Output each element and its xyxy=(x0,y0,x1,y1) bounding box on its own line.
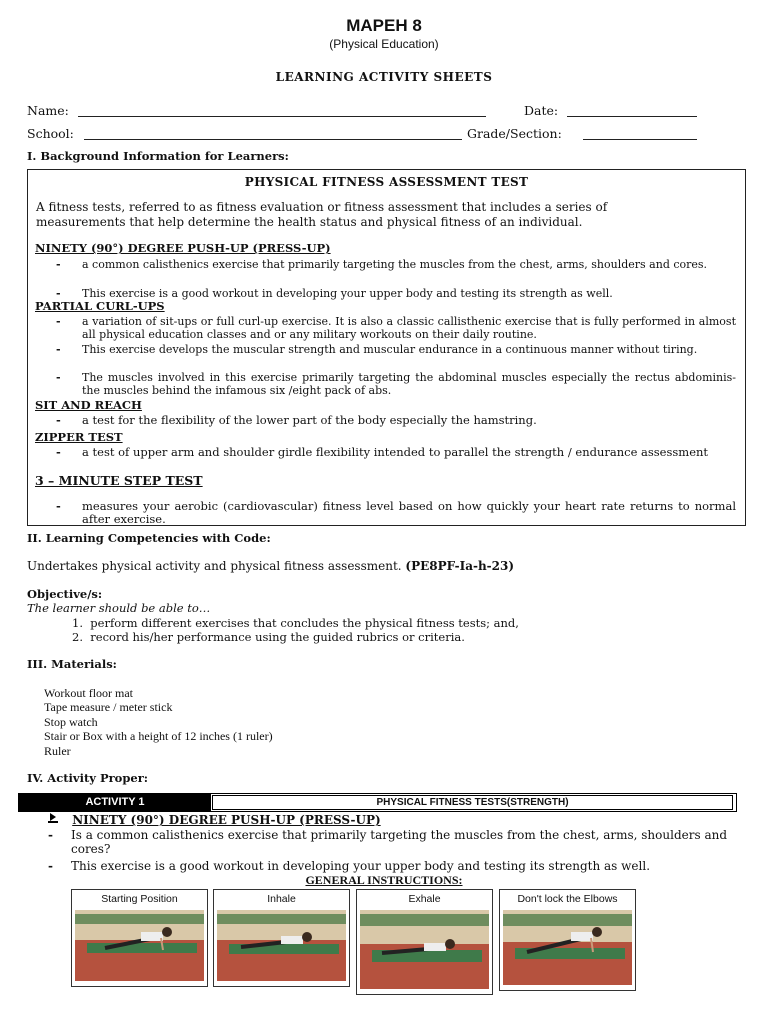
objective-intro: The learner should be able to… xyxy=(27,601,211,615)
competency-text xyxy=(27,559,514,573)
exercise-bullet-1: - Is a common calisthenics exercise that primarily targeting the muscles from the chest, arms, shoulders and cores? xyxy=(48,828,728,856)
document-title: MAPEH 8 xyxy=(346,16,422,35)
objective-2: 2. record his/her performance using the guided rubrics or criteria. xyxy=(72,630,465,644)
objective-1: 1. perform different exercises that concludes the physical fitness tests; and, xyxy=(72,616,519,630)
pushup-bullet-2: - This exercise is a good workout in developing your upper body and testing its strength as well. xyxy=(56,287,613,300)
dash-icon: - xyxy=(48,859,53,873)
pushup-photo xyxy=(360,910,489,989)
school-label: School: xyxy=(27,126,74,141)
curl-bullet-2: - This exercise develops the muscular strength and muscular endurance in a continuous manner without tiring. xyxy=(56,343,698,356)
dash-icon: - xyxy=(56,371,61,384)
dash-icon: - xyxy=(56,445,61,459)
section-1-heading: I. Background Information for Learners: xyxy=(27,149,289,163)
grade-section-field[interactable] xyxy=(583,139,697,140)
zipper-subheading: ZIPPER TEST xyxy=(35,430,123,444)
materials-list xyxy=(44,686,273,758)
date-field[interactable] xyxy=(567,116,697,117)
photo-exhale xyxy=(356,889,493,995)
dash-icon: - xyxy=(56,499,61,513)
exercise-bullet-2: - This exercise is a good workout in developing your upper body and testing its strength as well. xyxy=(48,859,651,873)
curl-subheading: PARTIAL CURL-UPS xyxy=(35,299,165,313)
photo-caption: Don't lock the Elbows xyxy=(517,893,618,905)
photo-starting-position xyxy=(71,889,208,987)
box-title: PHYSICAL FITNESS ASSESSMENT TEST xyxy=(244,175,529,189)
dash-icon: - xyxy=(56,413,61,427)
intro-paragraph xyxy=(36,200,736,230)
photo-inhale xyxy=(213,889,350,987)
intro-line-1: A fitness tests, referred to as fitness evaluation or fitness assessment that includes a series of xyxy=(36,200,608,214)
sit-reach-subheading: SIT AND REACH xyxy=(35,398,142,412)
activity-bar xyxy=(18,793,737,812)
pushup-subheading: NINETY (90°) DEGREE PUSH-UP (PRESS-UP) xyxy=(35,241,331,255)
dash-icon: - xyxy=(56,287,61,300)
grade-section-label: Grade/Section: xyxy=(467,126,562,141)
curl-bullet-3: - The muscles involved in this exercise primarily targeting the abdominal muscles especially the rectus abdominis- the muscles behind the infamous six /eight pack of abs. xyxy=(56,371,736,397)
zipper-bullet: - a test of upper arm and shoulder girdle flexibility intended to parallel the strength / endurance assessment xyxy=(56,445,709,459)
document-subtitle: (Physical Education) xyxy=(329,37,439,51)
dash-icon: - xyxy=(56,315,61,328)
competency-code: (PE8PF-Ia-h-23) xyxy=(405,559,515,573)
pushup-bullet-1: - a common calisthenics exercise that primarily targeting the muscles from the chest, arms, shoulders and cores. xyxy=(56,258,708,271)
competency-statement: Undertakes physical activity and physical fitness assessment. xyxy=(27,559,402,573)
photo-caption: Exhale xyxy=(408,893,441,905)
school-field[interactable] xyxy=(84,139,462,140)
photo-caption: Starting Position xyxy=(101,893,178,905)
photo-caption: Inhale xyxy=(267,893,296,905)
section-4-heading: IV. Activity Proper: xyxy=(27,771,148,785)
name-field[interactable] xyxy=(78,116,486,117)
material-item: Stair or Box with a height of 12 inches (1 ruler) xyxy=(44,729,273,744)
material-item: Ruler xyxy=(44,743,71,758)
material-item: Stop watch xyxy=(44,714,98,729)
material-item: Tape measure / meter stick xyxy=(44,700,173,715)
sheet-title: LEARNING ACTIVITY SHEETS xyxy=(275,70,493,84)
instructions-heading: GENERAL INSTRUCTIONS: xyxy=(305,873,463,887)
activity-title: PHYSICAL FITNESS TESTS(STRENGTH) xyxy=(212,795,733,810)
pushup-photo xyxy=(217,910,346,981)
objective-heading: Objective/s: xyxy=(27,587,103,601)
dash-icon: - xyxy=(56,343,61,356)
curl-bullet-1: - a variation of sit-ups or full curl-up exercise. It is also a classic callisthenic exercise that is fully performed in almost all physical education classes and or any military workouts on their daily routine. xyxy=(56,315,736,341)
material-item: Workout floor mat xyxy=(44,686,134,700)
intro-line-2: measurements that help determine the health status and physical fitness of an individual. xyxy=(36,215,583,229)
pushup-photo xyxy=(503,910,632,985)
date-label: Date: xyxy=(524,103,559,118)
dash-icon: - xyxy=(48,828,53,842)
pushup-photo xyxy=(75,910,204,981)
section-2-heading: II. Learning Competencies with Code: xyxy=(27,531,271,545)
exercise-title: NINETY (90°) DEGREE PUSH-UP (PRESS-UP) xyxy=(48,813,381,827)
name-label: Name: xyxy=(27,103,69,118)
step-test-bullet: - measures your aerobic (cardiovascular) fitness level based on how quickly your heart rate returns to normal after exercise. xyxy=(56,499,736,526)
step-test-subheading: 3 – MINUTE STEP TEST xyxy=(35,473,203,488)
background-info-box xyxy=(27,169,746,526)
sit-reach-bullet: - a test for the flexibility of the lower part of the body especially the hamstring. xyxy=(56,413,537,427)
arrow-bullet-icon xyxy=(48,811,58,823)
activity-label: ACTIVITY 1 xyxy=(19,794,211,811)
section-3-heading: III. Materials: xyxy=(27,657,117,671)
photo-dont-lock-elbows xyxy=(499,889,636,991)
dash-icon: - xyxy=(56,258,61,271)
